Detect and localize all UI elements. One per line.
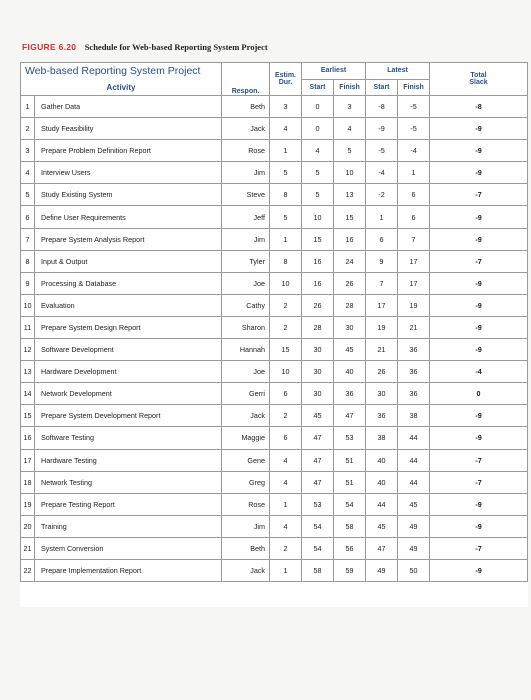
earliest-start-cell: 54 — [302, 537, 334, 559]
row-number-cell: 13 — [21, 361, 35, 383]
latest-start-cell: 49 — [366, 559, 398, 581]
latest-finish-cell: 44 — [398, 427, 430, 449]
responsible-cell: Jack — [222, 118, 270, 140]
earliest-finish-cell: 53 — [334, 427, 366, 449]
activity-name-cell: Gather Data — [35, 96, 222, 118]
row-number-cell: 21 — [21, 537, 35, 559]
header-duration-line2: Dur. — [278, 79, 293, 86]
earliest-finish-cell: 10 — [334, 162, 366, 184]
total-slack-cell: -9 — [430, 140, 528, 162]
table-row — [21, 96, 528, 118]
table-row — [21, 250, 528, 272]
activity-name-cell: Prepare Testing Report — [35, 493, 222, 515]
earliest-finish-cell: 58 — [334, 515, 366, 537]
responsible-cell: Jeff — [222, 206, 270, 228]
table-row — [21, 316, 528, 338]
total-slack-cell: -8 — [430, 96, 528, 118]
total-slack-cell: -9 — [430, 559, 528, 581]
table-row — [21, 537, 528, 559]
responsible-cell: Jack — [222, 405, 270, 427]
latest-finish-cell: 1 — [398, 162, 430, 184]
earliest-finish-cell: 51 — [334, 471, 366, 493]
latest-start-cell: 17 — [366, 294, 398, 316]
responsible-cell: Tyler — [222, 250, 270, 272]
latest-start-cell: 26 — [366, 361, 398, 383]
latest-start-cell: -9 — [366, 118, 398, 140]
activity-name-cell: System Conversion — [35, 537, 222, 559]
earliest-start-cell: 16 — [302, 272, 334, 294]
earliest-finish-cell: 3 — [334, 96, 366, 118]
earliest-finish-cell: 30 — [334, 316, 366, 338]
earliest-start-cell: 28 — [302, 316, 334, 338]
duration-cell: 2 — [270, 537, 302, 559]
row-number-cell: 5 — [21, 184, 35, 206]
earliest-start-cell: 54 — [302, 515, 334, 537]
row-number-cell: 17 — [21, 449, 35, 471]
table-row — [21, 339, 528, 361]
schedule-table — [20, 62, 528, 582]
table-row — [21, 361, 528, 383]
latest-finish-cell: 44 — [398, 471, 430, 493]
responsible-cell: Beth — [222, 537, 270, 559]
header-slack-line1: Total — [470, 72, 487, 79]
responsible-cell: Beth — [222, 96, 270, 118]
header-latest: Latest — [366, 63, 430, 80]
latest-start-cell: 47 — [366, 537, 398, 559]
activity-name-cell: Hardware Development — [35, 361, 222, 383]
responsible-cell: Gene — [222, 449, 270, 471]
latest-start-cell: 9 — [366, 250, 398, 272]
responsible-cell: Cathy — [222, 294, 270, 316]
duration-cell: 4 — [270, 449, 302, 471]
activity-name-cell: Input & Output — [35, 250, 222, 272]
total-slack-cell: -7 — [430, 184, 528, 206]
earliest-finish-cell: 16 — [334, 228, 366, 250]
latest-start-cell: -2 — [366, 184, 398, 206]
duration-cell: 6 — [270, 427, 302, 449]
activity-name-cell: Interview Users — [35, 162, 222, 184]
latest-start-cell: -4 — [366, 162, 398, 184]
total-slack-cell: -4 — [430, 361, 528, 383]
total-slack-cell: -9 — [430, 316, 528, 338]
table-row — [21, 515, 528, 537]
earliest-start-cell: 45 — [302, 405, 334, 427]
activity-name-cell: Hardware Testing — [35, 449, 222, 471]
duration-cell: 10 — [270, 361, 302, 383]
total-slack-cell: 0 — [430, 383, 528, 405]
responsible-cell: Maggie — [222, 427, 270, 449]
activity-name-cell: Software Development — [35, 339, 222, 361]
figure-title: Schedule for Web-based Reporting System Project — [84, 42, 268, 52]
earliest-start-cell: 53 — [302, 493, 334, 515]
earliest-start-cell: 10 — [302, 206, 334, 228]
row-number-cell: 15 — [21, 405, 35, 427]
responsible-cell: Jack — [222, 559, 270, 581]
latest-finish-cell: 7 — [398, 228, 430, 250]
duration-cell: 4 — [270, 118, 302, 140]
row-number-cell: 9 — [21, 272, 35, 294]
row-number-cell: 12 — [21, 339, 35, 361]
earliest-finish-cell: 13 — [334, 184, 366, 206]
schedule-sheet — [20, 62, 528, 607]
latest-finish-cell: 21 — [398, 316, 430, 338]
responsible-cell: Greg — [222, 471, 270, 493]
activity-name-cell: Software Testing — [35, 427, 222, 449]
earliest-finish-cell: 54 — [334, 493, 366, 515]
earliest-start-cell: 16 — [302, 250, 334, 272]
total-slack-cell: -9 — [430, 272, 528, 294]
duration-cell: 5 — [270, 162, 302, 184]
table-row — [21, 383, 528, 405]
activity-name-cell: Define User Requirements — [35, 206, 222, 228]
total-slack-cell: -9 — [430, 294, 528, 316]
responsible-cell: Rose — [222, 140, 270, 162]
total-slack-cell: -7 — [430, 471, 528, 493]
table-row — [21, 559, 528, 581]
row-number-cell: 2 — [21, 118, 35, 140]
duration-cell: 6 — [270, 383, 302, 405]
earliest-finish-cell: 51 — [334, 449, 366, 471]
earliest-start-cell: 26 — [302, 294, 334, 316]
activity-name-cell: Prepare System Design Report — [35, 316, 222, 338]
header-earliest-start: Start — [302, 79, 334, 96]
activity-name-cell: Evaluation — [35, 294, 222, 316]
latest-finish-cell: 6 — [398, 184, 430, 206]
duration-cell: 15 — [270, 339, 302, 361]
latest-finish-cell: 44 — [398, 449, 430, 471]
table-row — [21, 449, 528, 471]
responsible-cell: Joe — [222, 361, 270, 383]
earliest-start-cell: 47 — [302, 471, 334, 493]
earliest-finish-cell: 36 — [334, 383, 366, 405]
duration-cell: 5 — [270, 206, 302, 228]
header-duration-line1: Estim. — [275, 72, 297, 79]
table-row — [21, 140, 528, 162]
latest-start-cell: 36 — [366, 405, 398, 427]
responsible-cell: Steve — [222, 184, 270, 206]
table-row — [21, 228, 528, 250]
earliest-start-cell: 0 — [302, 96, 334, 118]
latest-start-cell: 30 — [366, 383, 398, 405]
earliest-finish-cell: 15 — [334, 206, 366, 228]
header-total-slack — [430, 63, 528, 96]
table-row — [21, 272, 528, 294]
earliest-start-cell: 47 — [302, 449, 334, 471]
header-activity: Activity — [21, 79, 222, 96]
row-number-cell: 6 — [21, 206, 35, 228]
duration-cell: 2 — [270, 316, 302, 338]
latest-start-cell: 40 — [366, 471, 398, 493]
earliest-finish-cell: 45 — [334, 339, 366, 361]
latest-finish-cell: 36 — [398, 339, 430, 361]
earliest-finish-cell: 56 — [334, 537, 366, 559]
row-number-cell: 20 — [21, 515, 35, 537]
earliest-start-cell: 5 — [302, 162, 334, 184]
total-slack-cell: -9 — [430, 515, 528, 537]
duration-cell: 3 — [270, 96, 302, 118]
latest-finish-cell: 50 — [398, 559, 430, 581]
earliest-start-cell: 5 — [302, 184, 334, 206]
activity-name-cell: Prepare Problem Definition Report — [35, 140, 222, 162]
earliest-start-cell: 0 — [302, 118, 334, 140]
latest-finish-cell: 17 — [398, 272, 430, 294]
latest-finish-cell: 36 — [398, 383, 430, 405]
header-earliest: Earliest — [302, 63, 366, 80]
duration-cell: 2 — [270, 294, 302, 316]
table-row — [21, 118, 528, 140]
header-duration — [270, 63, 302, 96]
total-slack-cell: -9 — [430, 405, 528, 427]
row-number-cell: 7 — [21, 228, 35, 250]
latest-start-cell: 45 — [366, 515, 398, 537]
row-number-cell: 1 — [21, 96, 35, 118]
latest-finish-cell: 38 — [398, 405, 430, 427]
responsible-cell: Joe — [222, 272, 270, 294]
table-row — [21, 294, 528, 316]
earliest-finish-cell: 4 — [334, 118, 366, 140]
total-slack-cell: -9 — [430, 118, 528, 140]
total-slack-cell: -9 — [430, 228, 528, 250]
latest-finish-cell: 49 — [398, 515, 430, 537]
latest-start-cell: -5 — [366, 140, 398, 162]
row-number-cell: 3 — [21, 140, 35, 162]
activity-name-cell: Study Existing System — [35, 184, 222, 206]
activity-name-cell: Processing & Database — [35, 272, 222, 294]
responsible-cell: Hannah — [222, 339, 270, 361]
responsible-cell: Jim — [222, 162, 270, 184]
table-row — [21, 427, 528, 449]
table-title: Web-based Reporting System Project — [21, 63, 222, 80]
latest-finish-cell: 49 — [398, 537, 430, 559]
latest-finish-cell: 19 — [398, 294, 430, 316]
earliest-start-cell: 58 — [302, 559, 334, 581]
header-earliest-finish: Finish — [334, 79, 366, 96]
row-number-cell: 14 — [21, 383, 35, 405]
row-number-cell: 16 — [21, 427, 35, 449]
duration-cell: 2 — [270, 405, 302, 427]
duration-cell: 4 — [270, 515, 302, 537]
activity-name-cell: Study Feasibility — [35, 118, 222, 140]
figure-caption — [22, 42, 268, 52]
table-row — [21, 206, 528, 228]
responsible-cell: Jim — [222, 228, 270, 250]
total-slack-cell: -7 — [430, 537, 528, 559]
duration-cell: 4 — [270, 471, 302, 493]
latest-finish-cell: 36 — [398, 361, 430, 383]
responsible-cell: Jim — [222, 515, 270, 537]
duration-cell: 1 — [270, 559, 302, 581]
duration-cell: 1 — [270, 140, 302, 162]
row-number-cell: 18 — [21, 471, 35, 493]
latest-finish-cell: -5 — [398, 118, 430, 140]
row-number-cell: 8 — [21, 250, 35, 272]
row-number-cell: 11 — [21, 316, 35, 338]
earliest-finish-cell: 26 — [334, 272, 366, 294]
earliest-start-cell: 47 — [302, 427, 334, 449]
total-slack-cell: -9 — [430, 162, 528, 184]
table-row — [21, 493, 528, 515]
latest-start-cell: 7 — [366, 272, 398, 294]
duration-cell: 1 — [270, 228, 302, 250]
total-slack-cell: -9 — [430, 427, 528, 449]
row-number-cell: 19 — [21, 493, 35, 515]
table-row — [21, 184, 528, 206]
duration-cell: 10 — [270, 272, 302, 294]
latest-start-cell: 38 — [366, 427, 398, 449]
header-latest-finish: Finish — [398, 79, 430, 96]
row-number-cell: 22 — [21, 559, 35, 581]
earliest-start-cell: 30 — [302, 361, 334, 383]
duration-cell: 1 — [270, 493, 302, 515]
activity-name-cell: Network Development — [35, 383, 222, 405]
earliest-finish-cell: 24 — [334, 250, 366, 272]
earliest-start-cell: 4 — [302, 140, 334, 162]
header-responsible: Respon. — [222, 63, 270, 96]
latest-finish-cell: 45 — [398, 493, 430, 515]
earliest-start-cell: 15 — [302, 228, 334, 250]
table-row — [21, 162, 528, 184]
activity-name-cell: Prepare Implementation Report — [35, 559, 222, 581]
latest-start-cell: 40 — [366, 449, 398, 471]
row-number-cell: 4 — [21, 162, 35, 184]
header-slack-line2: Slack — [469, 79, 488, 86]
latest-start-cell: -8 — [366, 96, 398, 118]
total-slack-cell: -9 — [430, 339, 528, 361]
earliest-finish-cell: 5 — [334, 140, 366, 162]
latest-finish-cell: 6 — [398, 206, 430, 228]
table-row — [21, 405, 528, 427]
duration-cell: 8 — [270, 250, 302, 272]
activity-name-cell: Prepare System Analysis Report — [35, 228, 222, 250]
earliest-start-cell: 30 — [302, 383, 334, 405]
earliest-finish-cell: 40 — [334, 361, 366, 383]
row-number-cell: 10 — [21, 294, 35, 316]
latest-finish-cell: -4 — [398, 140, 430, 162]
earliest-finish-cell: 47 — [334, 405, 366, 427]
total-slack-cell: -7 — [430, 449, 528, 471]
responsible-cell: Rose — [222, 493, 270, 515]
total-slack-cell: -9 — [430, 493, 528, 515]
figure-number: FIGURE 6.20 — [22, 42, 77, 52]
header-latest-start: Start — [366, 79, 398, 96]
earliest-finish-cell: 59 — [334, 559, 366, 581]
table-row — [21, 471, 528, 493]
responsible-cell: Gerri — [222, 383, 270, 405]
earliest-finish-cell: 28 — [334, 294, 366, 316]
responsible-cell: Sharon — [222, 316, 270, 338]
earliest-start-cell: 30 — [302, 339, 334, 361]
table-body — [21, 96, 528, 582]
latest-finish-cell: -5 — [398, 96, 430, 118]
latest-start-cell: 6 — [366, 228, 398, 250]
total-slack-cell: -7 — [430, 250, 528, 272]
latest-start-cell: 19 — [366, 316, 398, 338]
activity-name-cell: Training — [35, 515, 222, 537]
latest-start-cell: 21 — [366, 339, 398, 361]
activity-name-cell: Network Testing — [35, 471, 222, 493]
activity-name-cell: Prepare System Development Report — [35, 405, 222, 427]
latest-start-cell: 44 — [366, 493, 398, 515]
total-slack-cell: -9 — [430, 206, 528, 228]
duration-cell: 8 — [270, 184, 302, 206]
latest-start-cell: 1 — [366, 206, 398, 228]
latest-finish-cell: 17 — [398, 250, 430, 272]
